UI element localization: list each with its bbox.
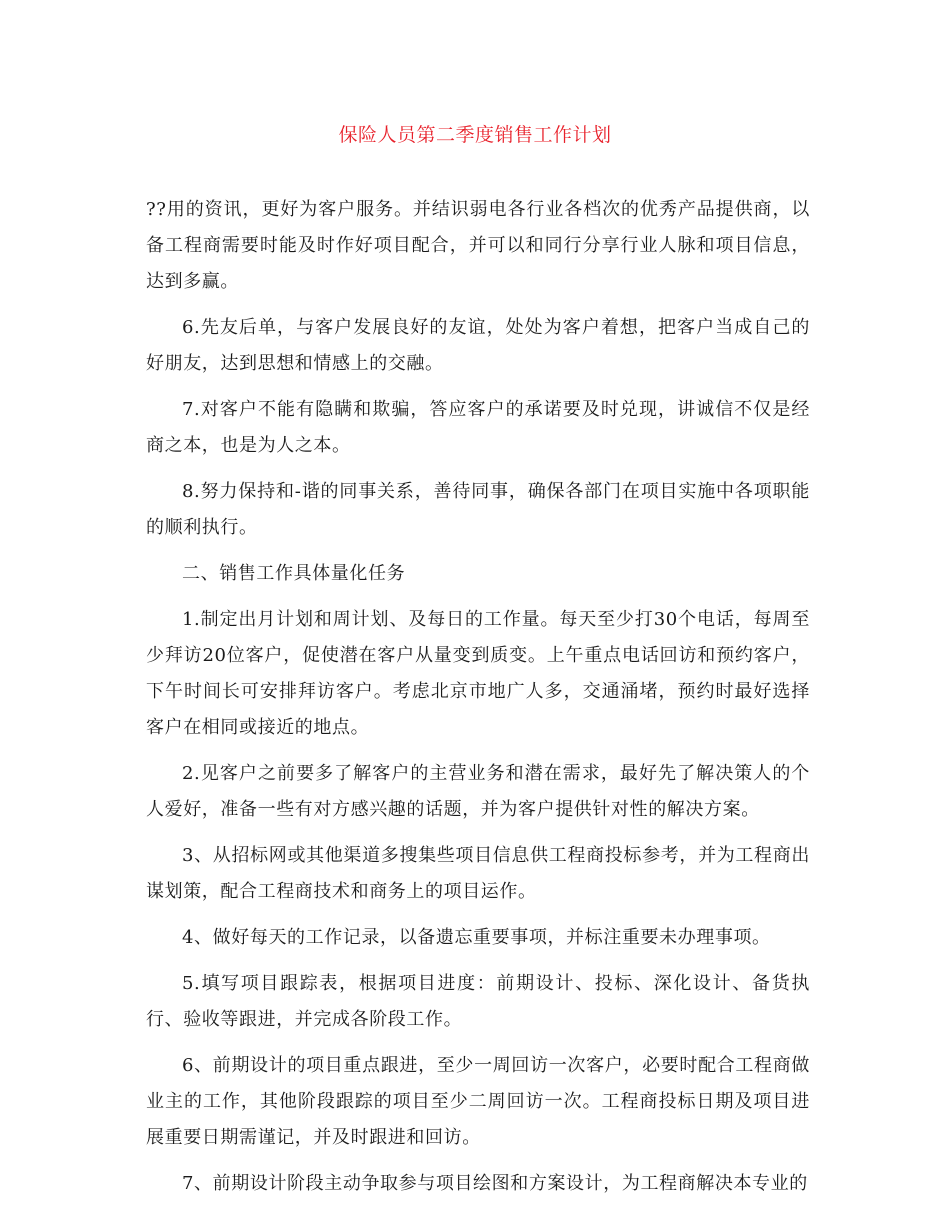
paragraph-task-1: 1.制定出月计划和周计划、及每日的工作量。每天至少打30个电话，每周至少拜访20位客户，促使潜在客户从量变到质变。上午重点电话回访和预约客户，下午时间长可安排拜访客户。考虑北京市地广人多，交通涌堵，预约时最好选择客户在相同或接近的地点。 xyxy=(146,609,810,738)
paragraph-task-5: 5.填写项目跟踪表，根据项目进度：前期设计、投标、深化设计、备货执行、验收等跟进，并完成各阶段工作。 xyxy=(146,973,810,1030)
paragraph-task-2: 2.见客户之前要多了解客户的主营业务和潜在需求，最好先了解决策人的个人爱好，准备一些有对方感兴趣的话题，并为客户提供针对性的解决方案。 xyxy=(146,763,810,820)
paragraph-item-7: 7.对客户不能有隐瞒和欺骗，答应客户的承诺要及时兑现，讲诚信不仅是经商之本，也是为人之本。 xyxy=(146,399,810,456)
paragraph-item-8: 8.努力保持和-谐的同事关系，善待同事，确保各部门在项目实施中各项职能的顺利执行。 xyxy=(146,481,810,538)
section-heading: 二、销售工作具体量化任务 xyxy=(182,563,406,584)
paragraph-item-6: 6.先友后单，与客户发展良好的友谊，处处为客户着想，把客户当成自己的好朋友，达到思想和情感上的交融。 xyxy=(146,317,810,374)
document-title: 保险人员第二季度销售工作计划 xyxy=(338,124,612,146)
paragraph-task-3: 3、从招标网或其他渠道多搜集些项目信息供工程商投标参考，并为工程商出谋划策，配合工程商技术和商务上的项目运作。 xyxy=(146,845,810,902)
document-body xyxy=(146,192,810,1212)
paragraph-task-7: 7、前期设计阶段主动争取参与项目绘图和方案设计，为工程商解决本专业的 xyxy=(182,1173,808,1194)
paragraph-task-6: 6、前期设计的项目重点跟进，至少一周回访一次客户，必要时配合工程商做业主的工作，其他阶段跟踪的项目至少二周回访一次。工程商投标日期及项目进展重要日期需谨记，并及时跟进和回访。 xyxy=(146,1055,810,1148)
paragraph-continuation: ??用的资讯，更好为客户服务。并结识弱电各行业各档次的优秀产品提供商，以备工程商需要时能及时作好项目配合，并可以和同行分享行业人脉和项目信息，达到多赢。 xyxy=(146,199,810,292)
paragraph-task-4: 4、做好每天的工作记录，以备遗忘重要事项，并标注重要未办理事项。 xyxy=(182,927,771,948)
